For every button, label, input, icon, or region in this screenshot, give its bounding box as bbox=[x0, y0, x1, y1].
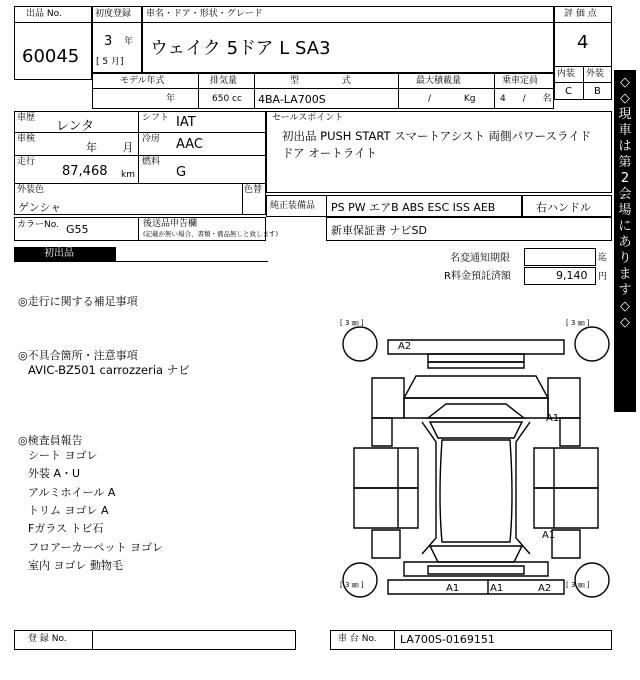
color-change-label: 色替 bbox=[244, 185, 263, 195]
inspector-line: シート ヨゴレ bbox=[28, 449, 98, 462]
name-change-label: 名変通知期限 bbox=[450, 253, 510, 264]
ac-value: AAC bbox=[176, 137, 203, 152]
warranty-value: 新車保証書 ナビSD bbox=[331, 224, 427, 237]
inspector-line: アルミホイール A bbox=[28, 486, 116, 499]
recycle-label: R料金預託済額 bbox=[444, 271, 511, 282]
inspector-line: トリム ヨゴレ A bbox=[28, 504, 109, 517]
capacity: 4 / 名 bbox=[500, 94, 552, 104]
recycle-value: 9,140 bbox=[556, 269, 588, 282]
lot-label: 出品 No. bbox=[26, 9, 62, 19]
ac-label: 冷房 bbox=[142, 134, 161, 144]
fuel-value: G bbox=[176, 165, 187, 180]
name-change-box bbox=[524, 248, 596, 266]
ext-color-value: ゲンシャ bbox=[18, 201, 62, 214]
inspection-value: 年 月 bbox=[86, 141, 134, 154]
chassis-value: LA700S-0169151 bbox=[400, 633, 495, 646]
defect-notes-text: AVIC-BZ501 carrozzeria ナビ bbox=[28, 363, 190, 377]
tire-depth-rr: [ 3 ㎜ ] bbox=[566, 581, 590, 589]
model-year-label: モデル年式 bbox=[120, 76, 165, 86]
mileage-label: 走行 bbox=[17, 157, 36, 167]
car-name: ウェイク 5ドア L SA3 bbox=[150, 38, 331, 59]
inspector-title: ◎検査員報告 bbox=[18, 434, 83, 447]
running-notes-title: ◎走行に関する補足事項 bbox=[18, 295, 138, 308]
inspector-line: 室内 ヨゴレ 動物毛 bbox=[28, 559, 123, 572]
damage-mark: A1 bbox=[446, 583, 460, 594]
exterior-label: 外装 bbox=[586, 69, 605, 79]
first-reg-label: 初度登録 bbox=[95, 9, 132, 19]
docs-note: (記載が無い場合、書類・備品無しと致します) bbox=[143, 230, 279, 238]
mileage-unit: km bbox=[121, 170, 135, 180]
equip-value: PS PW エアB ABS ESC ISS AEB bbox=[331, 201, 496, 214]
venue-notice-text: ◇◇現車は第2会場にあります◇◇ bbox=[618, 75, 632, 330]
mileage-value: 87,468 bbox=[62, 164, 108, 179]
tire-depth-fl: [ 3 ㎜ ] bbox=[340, 319, 364, 327]
capacity-label: 乗車定員 bbox=[502, 76, 539, 86]
damage-mark: A2 bbox=[398, 341, 412, 352]
color-no-label: カラーNo. bbox=[17, 220, 59, 230]
displacement: 650 cc bbox=[212, 94, 242, 104]
handle-value: 右ハンドル bbox=[536, 201, 591, 214]
interior-label: 内装 bbox=[557, 69, 576, 79]
ext-color-label: 外装色 bbox=[17, 185, 45, 195]
history-value: レンタ bbox=[56, 119, 95, 134]
damage-mark: A1 bbox=[490, 583, 504, 594]
year-unit: 年 bbox=[124, 37, 134, 47]
shift-value: IAT bbox=[176, 115, 196, 130]
damage-mark: A1 bbox=[542, 530, 556, 541]
score-label: 評 価 点 bbox=[564, 9, 597, 19]
name-label: 車名・ドア・形状・グレード bbox=[146, 9, 263, 19]
docs-label: 後送品申告欄 bbox=[143, 219, 198, 229]
exterior-grade: B bbox=[594, 86, 601, 97]
defect-notes-title: ◎不具合箇所・注意事項 bbox=[18, 349, 138, 362]
inspector-line: 外装 A・U bbox=[28, 467, 81, 480]
damage-mark: A1 bbox=[546, 413, 560, 424]
damage-mark: A2 bbox=[538, 583, 552, 594]
inspection-label: 車検 bbox=[17, 134, 36, 144]
max-load-label: 最大積載量 bbox=[416, 76, 462, 86]
recycle-unit: 円 bbox=[598, 272, 608, 282]
car-diagram-svg bbox=[338, 318, 614, 608]
tire-depth-fr: [ 3 ㎜ ] bbox=[566, 319, 590, 327]
tire-depth-rl: [ 3 ㎜ ] bbox=[340, 581, 364, 589]
fuel-label: 燃料 bbox=[142, 157, 161, 167]
reg-no-label: 登 録 No. bbox=[28, 634, 67, 644]
first-reg-month: [ 5 月] bbox=[96, 57, 124, 67]
model-code: 4BA-LA700S bbox=[258, 93, 326, 106]
inspector-line: フロアーカーペット ヨゴレ bbox=[28, 541, 163, 554]
displacement-label: 排気量 bbox=[210, 76, 238, 86]
interior-grade: C bbox=[565, 86, 572, 97]
equip-label: 純正装備品 bbox=[270, 201, 316, 211]
name-change-suffix: 迄 bbox=[598, 253, 608, 263]
car-diagram bbox=[338, 318, 614, 608]
inspector-line: Fガラス トビ石 bbox=[28, 522, 104, 535]
first-listing-text: 初出品 bbox=[44, 248, 74, 259]
chassis-label: 車 台 No. bbox=[338, 634, 377, 644]
model-year-unit: 年 bbox=[166, 94, 176, 104]
score-value: 4 bbox=[577, 32, 589, 53]
lot-number: 60045 bbox=[22, 46, 80, 67]
shift-label: シフト bbox=[142, 113, 170, 123]
sales-label: セールスポイント bbox=[272, 113, 344, 123]
max-load: / Kg bbox=[428, 94, 476, 104]
model-label: 型 式 bbox=[290, 76, 351, 86]
history-label: 車歴 bbox=[17, 113, 36, 123]
first-reg-year: 3 bbox=[104, 34, 113, 49]
color-no-value: G55 bbox=[66, 223, 89, 236]
sales-text: 初出品 PUSH START スマートアシスト 両側パワースライドドア オートライト bbox=[282, 129, 592, 160]
